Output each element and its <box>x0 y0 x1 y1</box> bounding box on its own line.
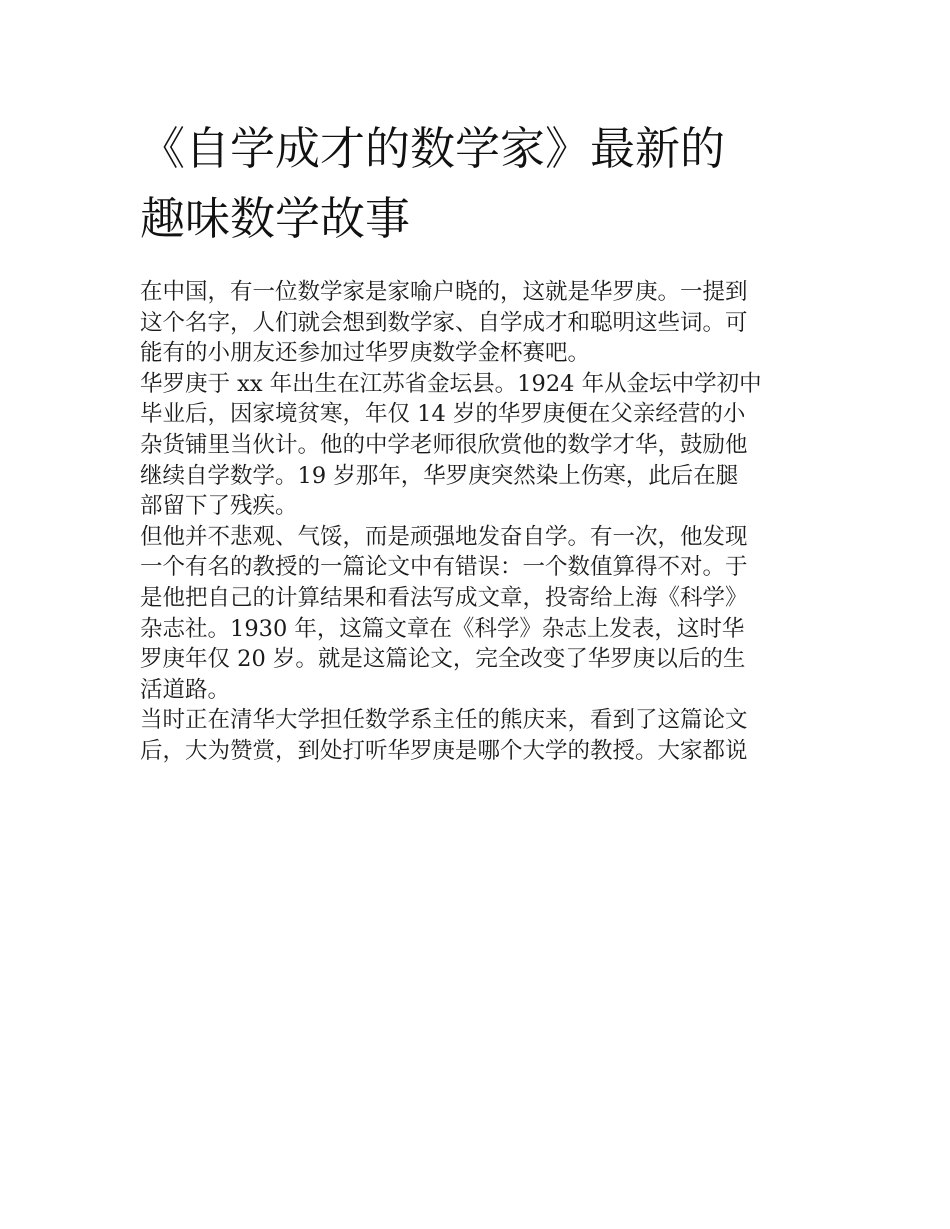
paragraph-3 <box>140 522 816 706</box>
text-line: 在中国，有一位数学家是家喻户晓的，这就是华罗庚。一提到 <box>140 279 748 305</box>
paragraph-2 <box>140 369 816 522</box>
paragraph-4 <box>140 705 816 766</box>
text-line: 毕业后，因家境贫寒，年仅 14 岁的华罗庚便在父亲经营的小 <box>140 401 746 428</box>
text-line: 罗庚年仅 20 岁。就是这篇论文，完全改变了华罗庚以后的生 <box>140 646 746 673</box>
text-line: 华罗庚于 xx 年出生在江苏省金坛县。1924 年从金坛中学初中 <box>140 370 762 397</box>
text-line: 活道路。 <box>140 676 231 703</box>
text-line: 但他并不悲观、气馁，而是顽强地发奋自学。有一次，他发现 <box>140 523 748 550</box>
text-line: 部留下了残疾。 <box>140 493 298 520</box>
text-line: 杂货铺里当伙计。他的中学老师很欣赏他的数学才华，鼓励他 <box>140 431 748 458</box>
document-content <box>140 114 816 767</box>
text-line: 能有的小朋友还参加过华罗庚数学金杯赛吧。 <box>140 340 591 367</box>
text-line: 是他把自己的计算结果和看法写成文章，投寄给上海《科学》 <box>140 584 748 611</box>
paragraph-1 <box>140 277 816 369</box>
title-line: 趣味数学故事 <box>140 192 411 245</box>
text-line: 当时正在清华大学担任数学系主任的熊庆来，看到了这篇论文 <box>140 707 748 734</box>
text-line: 后，大为赞赏，到处打听华罗庚是哪个大学的教授。大家都说 <box>140 737 748 764</box>
text-line: 继续自学数学。19 岁那年，华罗庚突然染上伤寒，此后在腿 <box>140 462 739 489</box>
document-title <box>140 114 816 254</box>
text-line: 一个有名的教授的一篇论文中有错误：一个数值算得不对。于 <box>140 554 748 581</box>
title-line: 《自学成才的数学家》最新的 <box>140 122 726 175</box>
text-line: 这个名字，人们就会想到数学家、自学成才和聪明这些词。可 <box>140 309 748 336</box>
text-line: 杂志社。1930 年，这篇文章在《科学》杂志上发表，这时华 <box>140 615 745 642</box>
document-body <box>140 277 816 767</box>
